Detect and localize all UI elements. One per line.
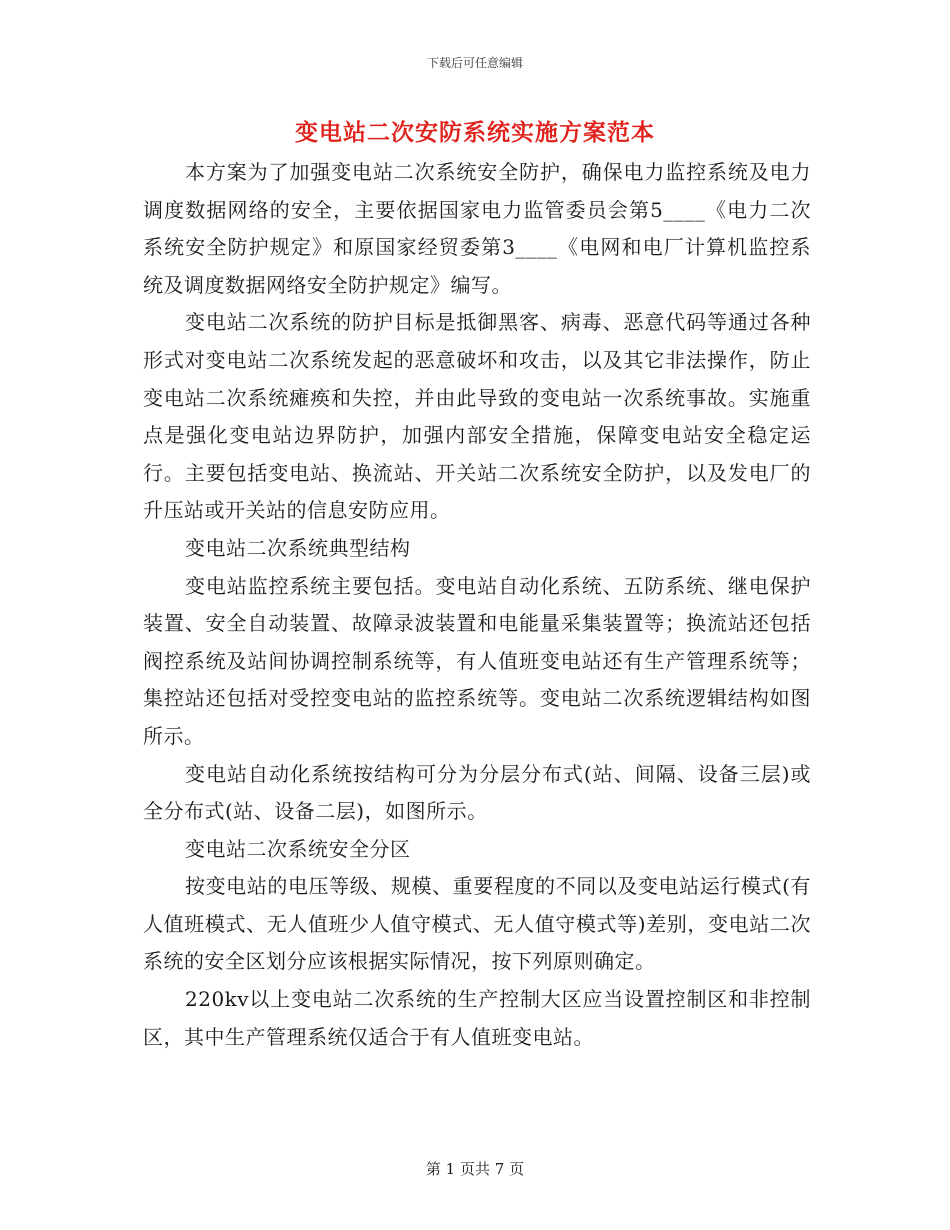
paragraph-automation-structure: 变电站自动化系统按结构可分为分层分布式(站、间隔、设备三层)或全分布式(站、设备二层)，如图所示。 [143,761,811,824]
section-heading-typical-structure: 变电站二次系统典型结构 [185,535,411,560]
paragraph-protection-goal: 变电站二次系统的防护目标是抵御黑客、病毒、恶意代码等通过各种形式对变电站二次系统发起的恶意破坏和攻击，以及其它非法操作，防止变电站二次系统瘫痪和失控，并由此导致的变电站一次系统事故。实施重点是强化变电站边界防护，加强内部安全措施，保障变电站安全稳定运行。主要包括变电站、换流站、开关站二次系统安全防护，以及发电厂的升压站或开关站的信息安防应用。 [143,310,811,523]
document-body [143,154,811,1056]
paragraph-zone-division: 按变电站的电压等级、规模、重要程度的不同以及变电站运行模式(有人值班模式、无人值班少人值守模式、无人值守模式等)差别，变电站二次系统的安全区划分应该根据实际情况，按下列原则确定。 [143,874,811,974]
paragraph-intro: 本方案为了加强变电站二次系统安全防护，确保电力监控系统及电力调度数据网络的安全，主要依据国家电力监管委员会第5____《电力二次系统安全防护规定》和原国家经贸委第3____《电网和电厂计算机监控系统及调度数据网络安全防护规定》编写。 [143,160,811,297]
paragraph-monitoring-system: 变电站监控系统主要包括。变电站自动化系统、五防系统、继电保护装置、安全自动装置、故障录波装置和电能量采集装置等；换流站还包括阀控系统及站间协调控制系统等，有人值班变电站还有生产管理系统等；集控站还包括对受控变电站的监控系统等。变电站二次系统逻辑结构如图所示。 [143,573,811,748]
document-title: 变电站二次安防系统实施方案范本 [295,119,655,146]
paragraph-220kv: 220kv以上变电站二次系统的生产控制大区应当设置控制区和非控制区，其中生产管理系统仅适合于有人值班变电站。 [143,987,811,1049]
header-note: 下载后可任意编辑 [426,56,523,70]
section-heading-security-zones: 变电站二次系统安全分区 [185,836,411,861]
page-number: 第 1 页共 7 页 [425,1160,525,1178]
